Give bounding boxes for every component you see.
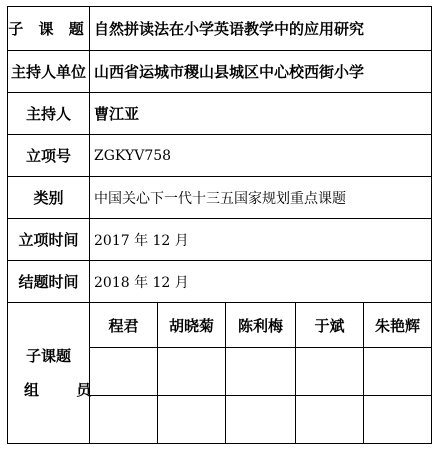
members-label-line1: 子课题 xyxy=(25,347,71,365)
host-label: 主持人 xyxy=(8,93,90,135)
row-approval-time xyxy=(8,219,432,261)
blank-cell xyxy=(226,348,296,396)
row-category xyxy=(8,177,432,219)
members-header-row xyxy=(8,303,432,348)
members-label-line2: 组 员 xyxy=(24,381,108,399)
subtopic-value: 自然拼读法在小学英语教学中的应用研究 xyxy=(90,7,432,51)
member-name: 朱艳辉 xyxy=(364,303,432,348)
member-name: 于斌 xyxy=(296,303,364,348)
project-number-label: 立项号 xyxy=(8,135,90,177)
host-value: 曹江亚 xyxy=(90,93,432,135)
members-label xyxy=(8,303,108,444)
blank-cell xyxy=(158,348,226,396)
row-host-unit xyxy=(8,51,432,93)
category-label: 类别 xyxy=(8,177,90,219)
blank-cell xyxy=(226,396,296,444)
approval-time-value: 2017 年 12 月 xyxy=(90,219,432,261)
row-project-number xyxy=(8,135,432,177)
completion-time-label: 结题时间 xyxy=(8,261,90,303)
blank-cell xyxy=(296,348,364,396)
host-unit-label: 主持人单位 xyxy=(8,51,90,93)
row-subtopic xyxy=(8,7,432,51)
project-info-table xyxy=(7,6,432,444)
subtopic-label: 子 课 题 xyxy=(8,7,90,51)
blank-cell xyxy=(364,348,432,396)
completion-time-value: 2018 年 12 月 xyxy=(90,261,432,303)
host-unit-value: 山西省运城市稷山县城区中心校西街小学 xyxy=(90,51,432,93)
row-completion-time xyxy=(8,261,432,303)
member-name: 程君 xyxy=(90,303,158,348)
blank-cell xyxy=(296,396,364,444)
project-number-value: ZGKYV758 xyxy=(90,135,432,177)
member-name: 陈利梅 xyxy=(226,303,296,348)
member-name: 胡晓菊 xyxy=(158,303,226,348)
row-host xyxy=(8,93,432,135)
blank-cell xyxy=(364,396,432,444)
category-value: 中国关心下一代十三五国家规划重点课题 xyxy=(90,177,432,219)
blank-cell xyxy=(158,396,226,444)
approval-time-label: 立项时间 xyxy=(8,219,90,261)
